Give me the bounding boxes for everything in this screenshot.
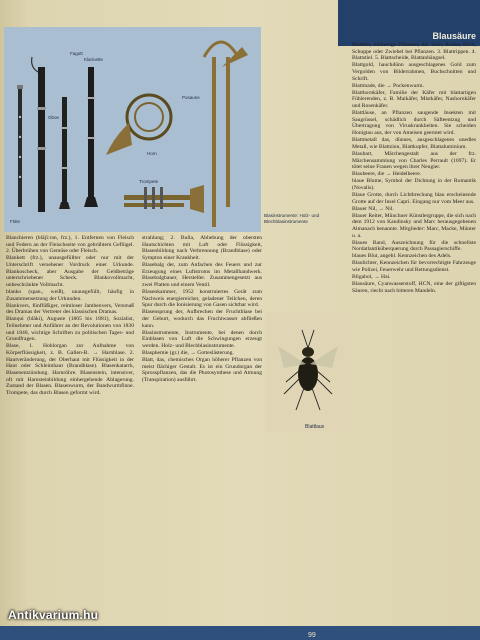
page-number: 99 [308,632,316,639]
entry-blaubart: Blaubart, Märchengestalt aus der frz. Märchensammlung von Charles Perrault (1697). Er tötet seine Frauen wegen ihrer Neugier. [352,150,476,171]
entry-blaue-blume: blaue Blume, Symbol der Dichtung in der Romantik (Novalis). [352,178,476,191]
entry-blattern: Blattern, blattartige Pflanzen, die Teile, Ranke, Dorn, Schuppe oder Zwiebel bei Pflanzen. 3. Blattrippen. 4. Blattstiel. 5. Blattscheide, Blattanhängsel. [352,42,476,62]
entry-blatt: Blatt, das, chemisches Organ höherer Pflanzen von meist flächiger Gestalt. Es ist ein Grundorgan der Sprosspflanzen, das die Photosynthese und Atmung (Transpiration) ausführt. [142,357,262,384]
entry-blasebalg: Blasebalg der, zum Anfachen des Feuers und zur Erzeugung eines Luftstroms im Metallhandwerk. Blasebalgbauer, Hersteller. Zusammengesetzt aus zwei Platten und einem Ventil. [142,262,262,288]
entry-bligahol: Bligahol, → Hai. [352,274,391,281]
aphid-illustration [266,312,350,432]
entry-blattmade: Blattmade, die → Pockenwurm. [352,82,424,89]
horn-drawing [106,95,171,155]
text-column-3 [352,42,476,295]
entry-blankett: Blankett (frz.), unausgefüllter oder nur mit der Unterschrift versehener Vordruck einer Urkunde. Blankoscheck, aber Ausgabe der Geldbeträge unterschriebener Scheck. Blankovollmacht, unbeschränkte Vollmacht. [6,255,134,288]
entry-blaues-blut: blaues Blut, angebl. Kennzeichen des Adels. [352,253,452,260]
entry-blauer-reiter: Blauer Reiter, Münchner Künstlergruppe, die sich nach dem 1912 von Kandinsky und Marc herausgegebenen Almanach benannte. Mitglieder: Marc, Macke, Münter u. a. [352,212,476,239]
clarinet-drawing [84,67,98,207]
entry-blattlaeuse: Blattläuse, an Pflanzen saugende Insekten mit Saugrüssel, schädlich durch Säfteentzug und Übertragung von Viruskrankheiten. Sie scheiden Honigtau aus, der von Ameisen geerntet wird. [352,110,476,137]
trombone-drawing [204,42,248,227]
entry-blaue-grotte: Blaue Grotte, durch Lichtbrechung blau erscheinende Grotte auf der Insel Capri. Eingang nur vom Meer aus. [352,191,476,205]
entry-blauer-nil: Blauer Nil, → Nil. [352,205,394,212]
label-oboe: Oboe [48,115,60,120]
label-posaune: Posaune [182,95,200,100]
entry-blanchieren: Blanchieren (blãʃiːrən, frz.), 1. Entfernen von Fleisch und Federn an der Fleischseite von gebrühtem Geflügel. 2. Überbrühen von Gemüse oder Fleisch. [6,235,134,255]
flute-drawing [17,85,23,207]
entry-blanqui: Blanqui (blãki), Auguste (1805 bis 1881), Sozialist, Teilnehmer und Anführer an der Revolutionen von 1830 und 1848, wichtige Schriften zu politischen Tages- und Grundfragen. [6,316,134,343]
entry-blatthornkaefer: Blatthornkäfer, Familie der Käfer mit blattartigen Fühlerenden, z. B. Maikäfer, Mistkäfer, Nashornkäfer und Rosenkäfer. [352,89,476,110]
header-tab [338,0,480,46]
aphid-caption: Blattlaus [305,424,325,430]
label-fagott: Fagott [70,51,83,56]
label-floete: Flöte [10,219,21,224]
entry-blausaeure: Blausäure, Cyanwasserstoff, HCN, eine der giftigsten Säuren, riecht nach bitteren Mandeln. [352,281,476,294]
text-column-1 [6,235,134,397]
label-horn: Horn [147,151,157,156]
entry-blasphemie: Blasphemie (gr.) die, → Gotteslästerung. [142,350,234,357]
label-trompete: Trompete [139,179,159,184]
instruments-drawing [4,27,261,232]
watermark: Antikvarium.hu [8,608,99,622]
entry-blasensprung: Blasensprung der, Aufbrechen der Fruchtblase bei der Geburt, wodurch das Fruchtwasser abfließen kann. [142,309,262,329]
label-klarinette: Klarinette [84,57,104,62]
entry-blattgold: Blattgold, hauchdünn ausgeschlagenes Gold zum Vergolden von Bilderrahmen, Buchschnitten und Schrift. [352,62,476,82]
figure-caption: Blasinstrumente: Holz- und Blechblasinstrumente [264,213,320,224]
entry-blase: Blase, 1. Hohlorgan zur Aufnahme von Körperflüssigkeit, z. B. Gallen-B. → Harnblase. 2. Hautveränderung, der Oberhaut mit Flüssigkeit in der Haut oder Schleimhaut (Brandblase). Blasenkatarrh, Blasenentzündung. Harnröhre. Blasenstein, intensiver, oft mit Harnsteinbildung einhergehende Ablagerung. Zustand der Blasen. Blasenwurm, der Bandwurmfinne. Trompete, das durch Blasen geformt wird. [6,343,134,397]
entry-blankvers: Blankvers, fünffüßiger, reimloser Jambenvers, Versmaß des Dramas der Vertreter des klassischen Dramas. [6,302,134,316]
entry-blattmetall: Blattmetall das, dünnes, ausgeschlagenes unedles Metall, wie Blattzinn, Blattkupfer, Blattaluminium. [352,137,476,150]
entry-blaulichter: Blaulichter, Kennzeichen für bevorrechtigte Fahrzeuge wie Polizei, Feuerwehr und Rettungsdienst. [352,260,476,274]
instruments-illustration [4,27,261,232]
oboe-drawing [59,97,70,209]
text-column-2 [142,235,262,384]
entry-blaues-band: Blaues Band, Auszeichnung für die schnellste Nordatlantiküberquerung durch Passagierschiffe. [352,239,476,253]
aphid-drawing [266,312,350,432]
entry-blasinstrumente: Blasinstrumente, Instrumente, bei denen durch Einblasen von Luft die Schwingungen erzeugt werden. Holz- und Blechblasinstrumente. [142,329,262,350]
entry-blanko: blanko (span., weiß), unausgefüllt, häufig in Zusammensetzung der Urkunden. [6,289,134,302]
footer-bar [0,626,480,640]
trumpet-drawing [124,185,204,213]
entry-blaubeere: Blaubeere, die → Heidelbeere. [352,171,422,178]
entry-blasenkammer: Blasenkammer, 1952 konstruiertes Gerät zum Nachweis energiereicher, geladener Teilchen, deren Spur durch die Ionisierung von Gasen sichtbar wird. [142,289,262,309]
page-title: Blausäure [432,31,476,41]
entry-strahlung: strahlung; 2. Bulla, Abhebung der obersten Hautschichten mit Luft oder Flüssigkeit, Blasenbildung nach Verbrennung (Brandblase) oder Sympton einer Krankheit. [142,235,262,261]
bassoon-drawing [32,57,46,212]
